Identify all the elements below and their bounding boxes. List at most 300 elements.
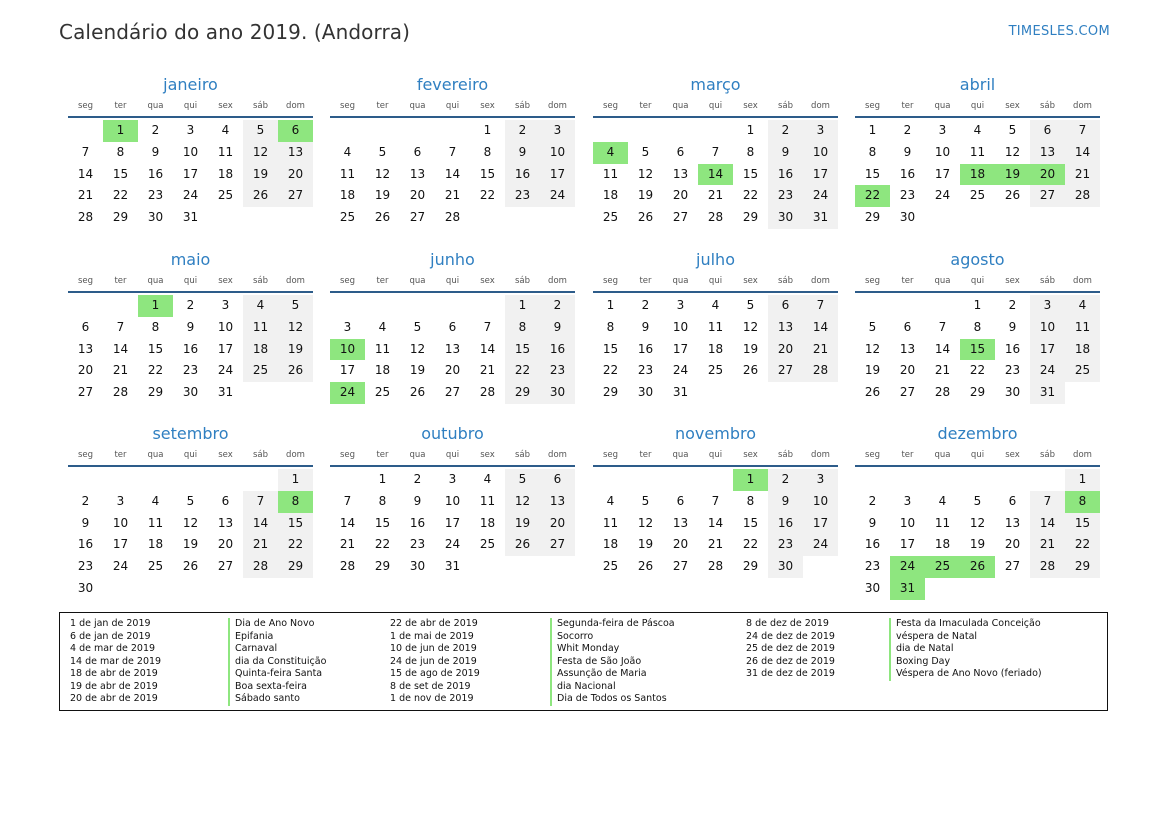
weekday-label: sex (1005, 101, 1020, 111)
day-cell: 25 (925, 556, 960, 578)
day-cell: 28 (77, 210, 94, 225)
day-cell: 3 (803, 469, 838, 491)
day-cell: 18 (217, 166, 234, 181)
day-cell: 24 (890, 556, 925, 578)
weekday-label: ter (639, 276, 652, 286)
day-cell: 20 (540, 513, 575, 535)
day-cell: 15 (1065, 513, 1100, 535)
day-cell: 4 (938, 493, 947, 508)
day-cell: 29 (969, 385, 986, 400)
weekday-label: ter (639, 450, 652, 460)
day-cell: 20 (444, 363, 461, 378)
weekday-label: qui (445, 101, 460, 111)
weekday-label: ter (114, 450, 127, 460)
day-cell: 10 (803, 491, 838, 513)
day-cell: 23 (409, 537, 426, 552)
weekday-header (593, 98, 838, 118)
legend-holiday-name: Quinta-feira Santa (228, 668, 326, 681)
day-grid (68, 120, 313, 229)
weekday-label: qua (672, 101, 689, 111)
day-cell: 26 (278, 360, 313, 382)
day-cell: 11 (479, 493, 496, 508)
weekday-label: seg (602, 450, 619, 460)
month-name: junho (430, 250, 475, 269)
day-cell: 12 (969, 515, 986, 530)
empty-cell (103, 469, 138, 491)
day-cell: 18 (1065, 339, 1100, 361)
weekday-header (68, 447, 313, 467)
day-grid (593, 120, 838, 229)
weekday-header (855, 273, 1100, 293)
day-cell: 24 (934, 188, 951, 203)
day-cell: 29 (374, 559, 391, 574)
day-cell: 16 (147, 166, 164, 181)
day-cell: 16 (768, 513, 803, 535)
weekday-label: qui (445, 450, 460, 460)
day-cell: 7 (711, 144, 720, 159)
day-cell: 6 (676, 144, 685, 159)
day-cell: 10 (112, 515, 129, 530)
page-title: Calendário do ano 2019. (Andorra) (59, 20, 411, 44)
day-cell: 23 (864, 559, 881, 574)
day-cell: 1 (103, 120, 138, 142)
weekday-label: sáb (514, 450, 531, 460)
day-cell: 22 (147, 363, 164, 378)
day-cell: 8 (746, 144, 755, 159)
empty-cell (470, 295, 505, 317)
weekday-label: sáb (252, 450, 269, 460)
day-cell: 11 (147, 515, 164, 530)
day-cell: 18 (479, 515, 496, 530)
day-cell: 10 (934, 144, 951, 159)
day-cell: 20 (1004, 537, 1021, 552)
day-cell: 9 (1008, 319, 1017, 334)
weekday-label: seg (339, 101, 356, 111)
day-cell: 26 (742, 363, 759, 378)
day-cell: 6 (81, 319, 90, 334)
weekday-label: dom (286, 276, 305, 286)
weekday-label: sáb (252, 276, 269, 286)
empty-cell (698, 120, 733, 142)
day-cell: 2 (413, 472, 422, 486)
day-cell: 5 (746, 298, 755, 312)
day-cell: 16 (637, 341, 654, 356)
day-cell: 20 (768, 339, 803, 361)
day-cell: 31 (803, 207, 838, 229)
day-cell: 14 (243, 513, 278, 535)
day-cell: 9 (151, 144, 160, 159)
legend-holiday-name: Véspera de Ano Novo (feriado) (889, 668, 1042, 681)
day-cell: 18 (147, 537, 164, 552)
day-cell: 5 (1008, 123, 1017, 137)
day-cell: 4 (1065, 295, 1100, 317)
month-6 (593, 249, 838, 404)
day-cell: 10 (182, 144, 199, 159)
weekday-label: sex (743, 276, 758, 286)
day-cell: 21 (934, 363, 951, 378)
day-cell: 26 (409, 385, 426, 400)
day-cell: 2 (505, 120, 540, 142)
legend-holiday-name: véspera de Natal (889, 631, 1042, 644)
month-name: março (690, 75, 741, 94)
day-cell: 6 (448, 319, 457, 334)
empty-cell (68, 295, 103, 317)
legend-holiday-name: dia da Constituição (228, 656, 326, 669)
month-2 (593, 74, 838, 229)
day-grid (593, 295, 838, 404)
month-name: janeiro (163, 75, 218, 94)
month-5 (330, 249, 575, 404)
day-cell: 5 (868, 319, 877, 334)
empty-cell (925, 295, 960, 317)
day-cell: 6 (1008, 493, 1017, 508)
day-cell: 13 (77, 341, 94, 356)
day-grid (68, 295, 313, 404)
weekday-label: dom (811, 101, 830, 111)
day-cell: 14 (1030, 513, 1065, 535)
day-cell: 3 (343, 319, 352, 334)
weekday-label: sex (480, 276, 495, 286)
day-cell: 27 (540, 534, 575, 556)
day-cell: 27 (1030, 185, 1065, 207)
day-cell: 21 (243, 534, 278, 556)
empty-cell (593, 120, 628, 142)
day-cell: 26 (243, 185, 278, 207)
day-cell: 11 (602, 515, 619, 530)
day-cell: 2 (81, 493, 90, 508)
day-cell: 23 (1004, 363, 1021, 378)
weekday-label: seg (864, 450, 881, 460)
empty-cell (243, 469, 278, 491)
day-cell: 31 (182, 210, 199, 225)
weekday-label: qua (409, 276, 426, 286)
day-cell: 1 (868, 123, 877, 137)
month-name: dezembro (937, 424, 1018, 443)
day-cell: 18 (602, 537, 619, 552)
day-cell: 15 (602, 341, 619, 356)
day-cell: 7 (81, 144, 90, 159)
day-cell: 4 (593, 142, 628, 164)
day-cell: 23 (899, 188, 916, 203)
day-cell: 17 (540, 164, 575, 186)
weekday-label: seg (602, 276, 619, 286)
day-cell: 10 (899, 515, 916, 530)
day-cell: 17 (672, 341, 689, 356)
day-cell: 31 (890, 578, 925, 600)
day-cell: 25 (217, 188, 234, 203)
day-cell: 15 (742, 166, 759, 181)
day-cell: 3 (221, 298, 230, 312)
month-name: maio (170, 250, 211, 269)
day-cell: 10 (444, 493, 461, 508)
day-cell: 20 (1030, 164, 1065, 186)
day-cell: 15 (278, 513, 313, 535)
day-cell: 9 (505, 142, 540, 164)
day-cell: 16 (77, 537, 94, 552)
weekday-label: ter (376, 276, 389, 286)
day-cell: 15 (960, 339, 995, 361)
weekday-label: sex (743, 101, 758, 111)
day-cell: 13 (409, 166, 426, 181)
legend-holiday-name: Socorro (550, 631, 675, 644)
day-cell: 25 (243, 360, 278, 382)
legend-holiday-name: Festa de São João (550, 656, 675, 669)
day-cell: 18 (934, 537, 951, 552)
empty-cell (330, 120, 365, 142)
weekday-label: sáb (252, 101, 269, 111)
weekday-label: dom (1073, 276, 1092, 286)
day-cell: 19 (374, 188, 391, 203)
weekday-label: qua (147, 276, 164, 286)
weekday-label: qui (183, 101, 198, 111)
month-name: agosto (950, 250, 1005, 269)
day-cell: 20 (409, 188, 426, 203)
day-cell: 8 (378, 493, 387, 508)
empty-cell (68, 469, 103, 491)
day-cell: 14 (934, 341, 951, 356)
day-cell: 28 (444, 210, 461, 225)
day-cell: 11 (934, 515, 951, 530)
empty-cell (138, 469, 173, 491)
day-cell: 6 (903, 319, 912, 334)
weekday-label: qua (934, 101, 951, 111)
month-name: setembro (152, 424, 229, 443)
empty-cell (435, 295, 470, 317)
day-cell: 14 (1065, 142, 1100, 164)
day-cell: 26 (505, 534, 540, 556)
day-cell: 29 (147, 385, 164, 400)
day-cell: 25 (1065, 360, 1100, 382)
day-cell: 15 (479, 166, 496, 181)
empty-cell (593, 469, 628, 491)
day-cell: 22 (278, 534, 313, 556)
day-cell: 22 (742, 188, 759, 203)
weekday-label: qui (970, 101, 985, 111)
day-cell: 12 (182, 515, 199, 530)
weekday-label: qua (672, 450, 689, 460)
month-name: novembro (675, 424, 756, 443)
day-cell: 25 (374, 385, 391, 400)
day-cell: 28 (479, 385, 496, 400)
day-cell: 14 (77, 166, 94, 181)
day-cell: 23 (540, 360, 575, 382)
day-cell: 17 (339, 363, 356, 378)
day-cell: 13 (768, 317, 803, 339)
day-cell: 10 (672, 319, 689, 334)
day-cell: 21 (803, 339, 838, 361)
day-cell: 12 (374, 166, 391, 181)
day-cell: 7 (483, 319, 492, 334)
day-cell: 19 (637, 537, 654, 552)
day-cell: 10 (330, 339, 365, 361)
day-cell: 17 (803, 164, 838, 186)
day-cell: 26 (374, 210, 391, 225)
month-9 (330, 423, 575, 578)
day-cell: 15 (112, 166, 129, 181)
legend-date: 4 de mar de 2019 (70, 643, 156, 654)
day-cell: 28 (934, 385, 951, 400)
day-cell: 17 (217, 341, 234, 356)
day-cell: 18 (960, 164, 995, 186)
day-cell: 28 (1065, 185, 1100, 207)
day-cell: 1 (973, 298, 982, 312)
day-cell: 11 (969, 144, 986, 159)
day-cell: 25 (602, 210, 619, 225)
day-grid (855, 295, 1100, 404)
weekday-label: dom (548, 101, 567, 111)
empty-cell (698, 469, 733, 491)
day-cell: 14 (112, 341, 129, 356)
day-cell: 24 (182, 188, 199, 203)
day-cell: 4 (606, 493, 615, 508)
legend-date: 6 de jan de 2019 (70, 630, 151, 642)
weekday-label: dom (1073, 450, 1092, 460)
month-name: julho (696, 250, 735, 269)
day-cell: 9 (186, 319, 195, 334)
empty-cell (435, 120, 470, 142)
day-cell: 6 (676, 493, 685, 508)
day-cell: 1 (138, 295, 173, 317)
day-cell: 23 (182, 363, 199, 378)
day-cell: 20 (672, 537, 689, 552)
legend-date: 8 de dez de 2019 (746, 618, 829, 629)
day-cell: 30 (77, 580, 94, 595)
weekday-label: seg (77, 276, 94, 286)
day-cell: 8 (483, 144, 492, 159)
empty-cell (208, 469, 243, 491)
legend-holiday-name: Dia de Ano Novo (228, 618, 326, 631)
legend-date: 22 de abr de 2019 (390, 618, 478, 629)
day-cell: 2 (151, 123, 160, 137)
day-cell: 23 (77, 559, 94, 574)
month-name: abril (959, 75, 996, 94)
day-cell: 29 (742, 210, 759, 225)
day-cell: 13 (1004, 515, 1021, 530)
legend-date: 8 de set de 2019 (390, 680, 471, 692)
day-cell: 7 (1065, 120, 1100, 142)
day-cell: 6 (1030, 120, 1065, 142)
day-cell: 10 (217, 319, 234, 334)
empty-cell (925, 469, 960, 491)
day-grid (855, 469, 1100, 600)
legend-date: 24 de dez de 2019 (746, 630, 835, 642)
weekday-label: dom (811, 450, 830, 460)
day-cell: 16 (505, 164, 540, 186)
day-cell: 20 (278, 164, 313, 186)
day-cell: 4 (483, 472, 492, 486)
day-cell: 6 (768, 295, 803, 317)
day-cell: 8 (116, 144, 125, 159)
day-cell: 24 (540, 185, 575, 207)
day-cell: 26 (637, 559, 654, 574)
weekday-header (330, 447, 575, 467)
day-cell: 8 (606, 319, 615, 334)
day-cell: 15 (742, 515, 759, 530)
day-cell: 11 (707, 319, 724, 334)
legend-date: 26 de dez de 2019 (746, 655, 835, 667)
weekday-label: sex (480, 450, 495, 460)
day-cell: 29 (602, 385, 619, 400)
brand-link[interactable]: TIMESLES.COM (1008, 24, 1110, 39)
day-cell: 9 (81, 515, 90, 530)
month-1 (330, 74, 575, 229)
day-cell: 19 (969, 537, 986, 552)
day-cell: 23 (147, 188, 164, 203)
day-cell: 27 (1004, 559, 1021, 574)
day-cell: 18 (707, 341, 724, 356)
weekday-label: seg (339, 450, 356, 460)
empty-cell (330, 469, 365, 491)
day-cell: 13 (1030, 142, 1065, 164)
day-cell: 28 (243, 556, 278, 578)
day-cell: 2 (1008, 298, 1017, 312)
day-cell: 24 (330, 382, 365, 404)
day-cell: 9 (641, 319, 650, 334)
day-cell: 4 (711, 298, 720, 312)
day-grid (68, 469, 313, 600)
weekday-label: ter (114, 101, 127, 111)
day-cell: 11 (374, 341, 391, 356)
legend-date: 24 de jun de 2019 (390, 655, 477, 667)
weekday-label: seg (77, 450, 94, 460)
day-cell: 19 (409, 363, 426, 378)
day-grid (330, 120, 575, 229)
legend-holiday-name: dia de Natal (889, 643, 1042, 656)
day-cell: 29 (112, 210, 129, 225)
empty-cell (890, 469, 925, 491)
weekday-label: qui (183, 450, 198, 460)
day-cell: 24 (444, 537, 461, 552)
empty-cell (68, 120, 103, 142)
weekday-label: sex (218, 276, 233, 286)
day-cell: 3 (186, 123, 195, 137)
day-cell: 28 (112, 385, 129, 400)
weekday-label: dom (548, 450, 567, 460)
day-cell: 27 (768, 360, 803, 382)
day-cell: 28 (707, 210, 724, 225)
day-cell: 21 (444, 188, 461, 203)
weekday-label: sáb (777, 101, 794, 111)
day-cell: 5 (278, 295, 313, 317)
day-cell: 25 (602, 559, 619, 574)
day-cell: 15 (147, 341, 164, 356)
empty-cell (330, 295, 365, 317)
day-cell: 4 (378, 319, 387, 334)
day-cell: 26 (1004, 188, 1021, 203)
day-cell: 22 (374, 537, 391, 552)
day-cell: 4 (343, 144, 352, 159)
day-cell: 12 (1004, 144, 1021, 159)
day-cell: 11 (339, 166, 356, 181)
legend-dates-column (390, 618, 480, 706)
day-cell: 27 (444, 385, 461, 400)
day-cell: 5 (641, 493, 650, 508)
day-cell: 19 (505, 513, 540, 535)
empty-cell (365, 295, 400, 317)
empty-cell (628, 469, 663, 491)
legend-holiday-name: Sábado santo (228, 693, 326, 706)
day-cell: 5 (973, 493, 982, 508)
day-cell: 1 (1065, 469, 1100, 491)
day-cell: 31 (444, 559, 461, 574)
weekday-label: qui (183, 276, 198, 286)
day-cell: 12 (864, 341, 881, 356)
day-cell: 16 (182, 341, 199, 356)
day-cell: 12 (243, 142, 278, 164)
day-cell: 25 (479, 537, 496, 552)
day-cell: 13 (217, 515, 234, 530)
weekday-label: seg (864, 276, 881, 286)
